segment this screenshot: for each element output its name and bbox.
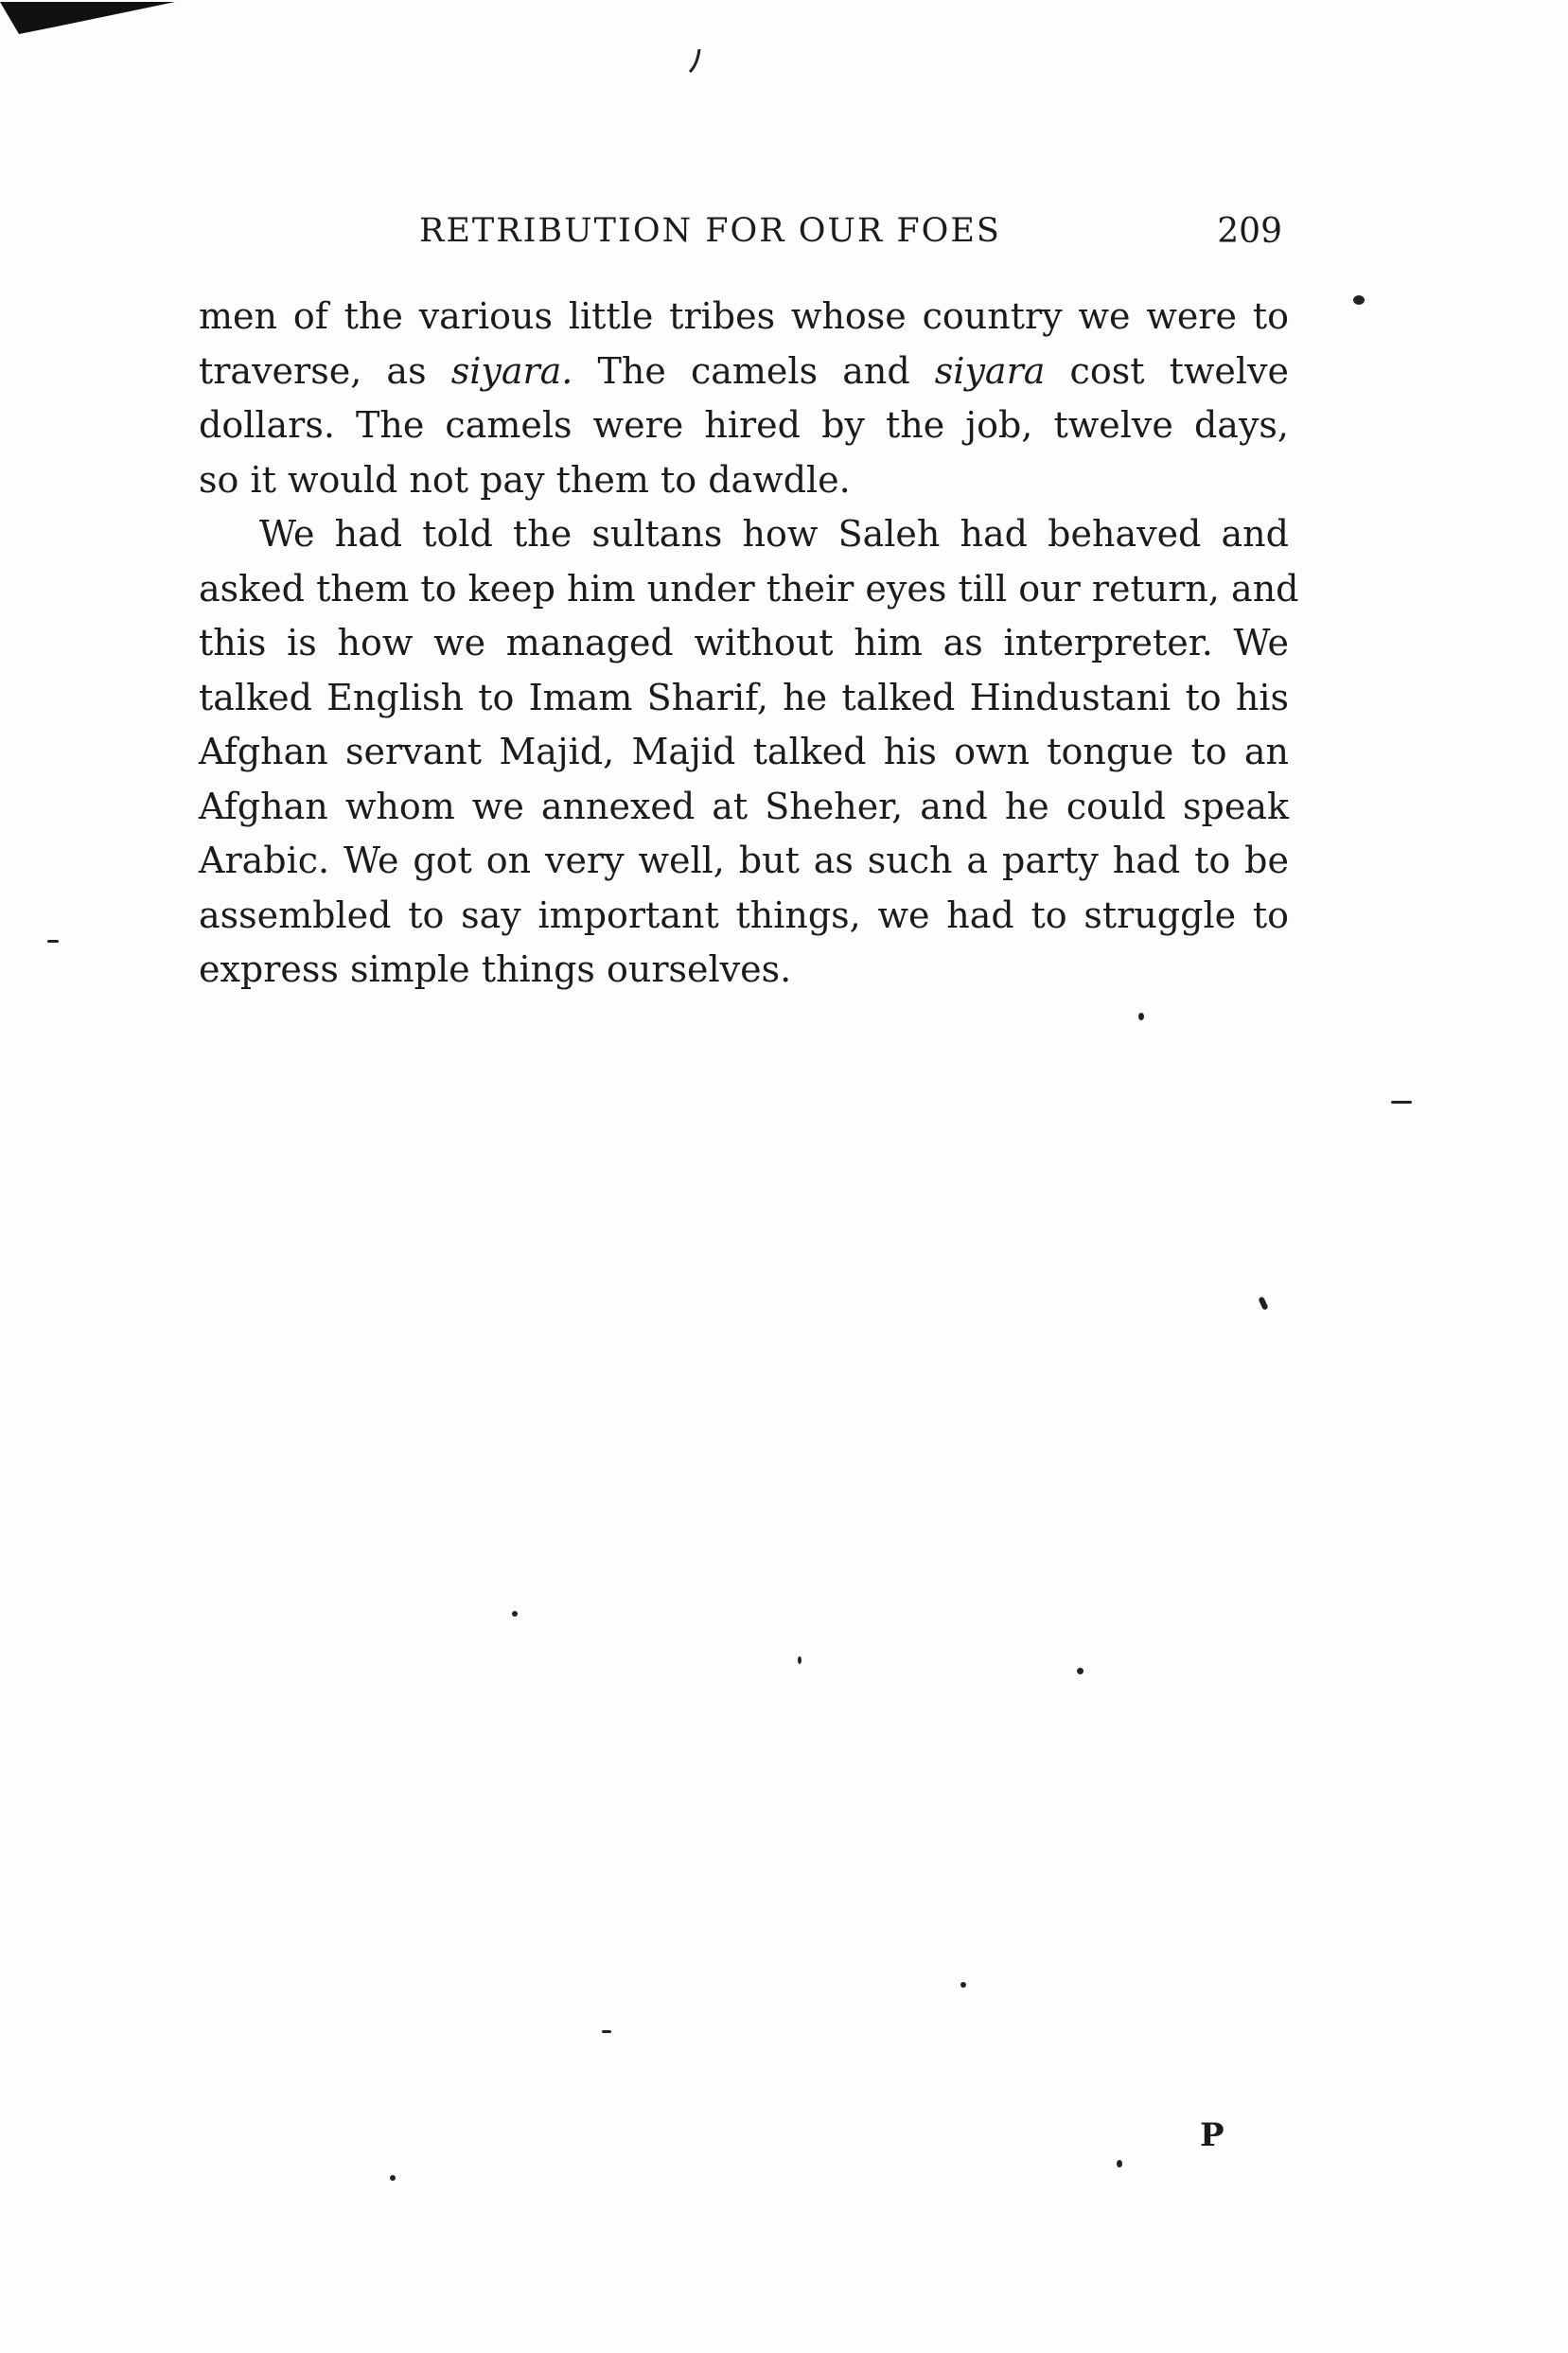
print-speck xyxy=(47,940,59,943)
paragraph-1 xyxy=(199,290,1289,507)
print-speck xyxy=(1117,2160,1122,2167)
paragraph-2 xyxy=(199,507,1299,998)
text-line: talked English to Imam Sharif, he talked Hindustani to his xyxy=(199,676,1289,718)
signature-mark: P xyxy=(1200,2116,1224,2154)
page-header xyxy=(202,212,1290,257)
text-line: so it would not pay them to dawdle. xyxy=(199,458,851,501)
print-speck xyxy=(1258,1296,1268,1310)
text-line: Afghan whom we annexed at Sheher, and he could speak xyxy=(199,785,1289,827)
text-line: dollars. The camels were hired by the job, twelve days, xyxy=(199,404,1289,446)
print-speck xyxy=(1138,1013,1144,1020)
text-line: Afghan servant Majid, Majid talked his own tongue to an xyxy=(199,731,1289,772)
italic-term: siyara. xyxy=(450,349,573,392)
body-text xyxy=(199,290,1299,998)
text-line: asked them to keep him under their eyes till our return, and xyxy=(199,567,1299,610)
text-line: this is how we managed without him as interpreter. We xyxy=(199,622,1289,663)
text-line: men of the various little tribes whose country we were to xyxy=(199,295,1289,337)
print-speck xyxy=(390,2175,396,2181)
text-line: traverse, as siyara. The camels and siyara cost twelve xyxy=(199,349,1289,392)
text-line: assembled to say important things, we had to struggle to xyxy=(199,893,1289,936)
print-speck xyxy=(798,1656,802,1664)
text-line: Arabic. We got on very well, but as such a party had to be xyxy=(199,840,1289,881)
running-head: RETRIBUTION FOR OUR FOES xyxy=(419,212,1001,250)
page-corner-fold-mark xyxy=(0,0,189,47)
page-number: 209 xyxy=(1217,212,1282,251)
text-line: express simple things ourselves. xyxy=(199,948,792,990)
print-speck xyxy=(602,2030,611,2033)
print-speck xyxy=(1391,1101,1412,1104)
italic-term: siyara xyxy=(934,349,1046,392)
print-speck xyxy=(1353,295,1365,305)
text-line: We had told the sultans how Saleh had behaved and xyxy=(259,513,1289,555)
print-speck xyxy=(960,1982,966,1988)
print-speck xyxy=(1077,1668,1084,1674)
print-speck xyxy=(686,47,705,76)
print-speck xyxy=(512,1611,518,1617)
